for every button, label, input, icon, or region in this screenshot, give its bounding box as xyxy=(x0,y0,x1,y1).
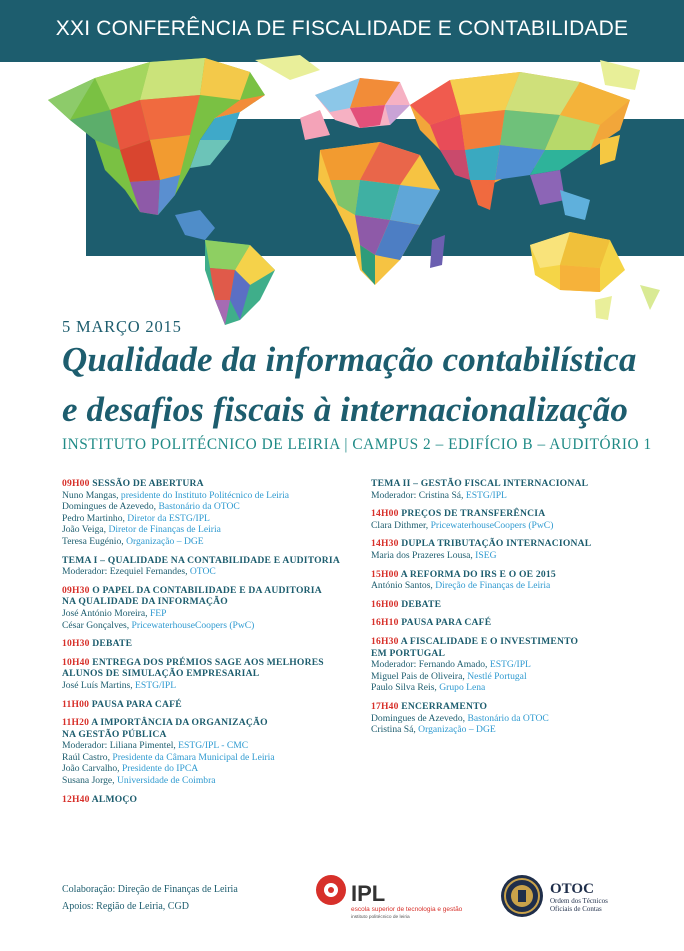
speaker-name: Moderador: Ezequiel Fernandes, xyxy=(62,566,190,578)
speaker-name: Pedro Martinho, xyxy=(62,512,128,524)
program-item xyxy=(371,636,671,694)
speaker-name: Domingues de Azevedo, xyxy=(371,712,468,724)
program-item xyxy=(62,717,362,787)
program-item-title-text: TEMA II – GESTÃO FISCAL INTERNACIONAL xyxy=(371,478,589,489)
ipl-logo-text: IPL xyxy=(351,881,386,906)
program-item-title-text: ENCERRAMENTO xyxy=(401,700,488,712)
headline-line-1: Qualidade da informação contabilística xyxy=(62,340,637,379)
asia-region xyxy=(410,60,640,220)
speaker-role: Bastonário da OTOC xyxy=(158,501,240,513)
speaker-name: Moderador: Fernando Amado, xyxy=(371,659,490,671)
program-item-title xyxy=(62,717,362,729)
program-item xyxy=(371,701,671,736)
speaker-role: ESTG/IPL xyxy=(489,659,531,671)
program-item-title xyxy=(62,585,362,597)
program-item-time: 16H00 xyxy=(371,598,399,610)
program-item xyxy=(371,599,671,611)
speaker-name: João Carvalho, xyxy=(62,763,122,775)
program-item-title xyxy=(62,555,362,567)
speaker-row xyxy=(371,490,671,502)
speaker-row xyxy=(62,490,362,502)
speaker-role: Diretor de Finanças de Leiria xyxy=(108,524,221,536)
program-item-time: 14H30 xyxy=(371,538,399,550)
program-item-time: 11H20 xyxy=(62,717,90,729)
program-item-title xyxy=(371,617,671,629)
program-item-title-text: DEBATE xyxy=(92,638,133,650)
speaker-name: Moderador: Liliana Pimentel, xyxy=(62,740,179,752)
program-item-title xyxy=(371,599,671,611)
program-item xyxy=(62,478,362,548)
ipl-logo-subtitle-1: escola superior de tecnologia e gestão xyxy=(351,906,463,913)
speaker-name: José António Moreira, xyxy=(62,607,150,619)
speaker-role: ESTG/IPL xyxy=(135,679,177,691)
program-item-title-text: DEBATE xyxy=(401,598,442,610)
speaker-row xyxy=(371,682,671,694)
speaker-role: Nestlé Portugal xyxy=(467,670,527,682)
africa-region xyxy=(318,142,445,285)
speaker-row xyxy=(371,724,671,736)
program-item-title-text: PAUSA PARA CAFÉ xyxy=(91,698,182,710)
program-item-title-text: TEMA I – QUALIDADE NA CONTABILIDADE E AUDITORIA xyxy=(62,554,340,566)
program-item-title xyxy=(62,794,362,806)
program-column-right xyxy=(371,478,671,743)
conference-title: XXI CONFERÊNCIA DE FISCALIDADE E CONTABILIDADE xyxy=(55,17,629,40)
ipl-logo-subtitle-2: instituto politécnico de leiria xyxy=(351,915,410,920)
speaker-row xyxy=(62,536,362,548)
program-item-time: 12H40 xyxy=(62,793,90,805)
speaker-role: ESTG/IPL - CMC xyxy=(178,740,249,752)
speaker-role: Presidente do IPCA xyxy=(121,763,199,775)
program-item-title-text: A REFORMA DO IRS E O OE 2015 xyxy=(400,568,556,580)
europe-region xyxy=(300,78,410,140)
program-item-title xyxy=(62,638,362,650)
speaker-name: Miguel Pais de Oliveira, xyxy=(371,670,468,682)
speaker-row xyxy=(371,713,671,725)
speaker-row xyxy=(62,524,362,536)
otoc-logo xyxy=(500,868,650,924)
speaker-row xyxy=(371,671,671,683)
program-item-title xyxy=(62,668,362,680)
ipl-logo xyxy=(313,870,488,922)
south-america-region xyxy=(175,210,275,325)
venue-line: INSTITUTO POLITÉCNICO DE LEIRIA | CAMPUS 2 – EDIFÍCIO B – AUDITÓRIO 1 xyxy=(62,436,652,453)
speaker-row xyxy=(62,740,362,752)
event-date: 5 MARÇO 2015 xyxy=(62,317,182,336)
program-item-title xyxy=(371,538,671,550)
program-item xyxy=(62,585,362,631)
speaker-row xyxy=(62,620,362,632)
support-text: Apoios: Região de Leiria, CGD xyxy=(62,901,189,912)
north-america-region xyxy=(48,55,320,215)
program-item-title-text: NA QUALIDADE DA INFORMAÇÃO xyxy=(62,596,228,608)
speaker-role: Bastonário da OTOC xyxy=(467,712,549,724)
program-item-time: 16H10 xyxy=(371,617,399,629)
program-item xyxy=(62,699,362,711)
speaker-row xyxy=(62,752,362,764)
program-item-title-text: A IMPORTÂNCIA DA ORGANIZAÇÃO xyxy=(91,717,268,729)
program-item-time: 17H40 xyxy=(371,700,399,712)
speaker-row xyxy=(62,513,362,525)
speaker-name: César Gonçalves, xyxy=(62,619,132,631)
program-item xyxy=(371,478,671,501)
speaker-name: Nuno Mangas, xyxy=(62,489,121,501)
speaker-role: Presidente da Câmara Municipal de Leiria xyxy=(112,751,275,763)
speaker-role: Organização – DGE xyxy=(418,724,496,736)
speaker-role: FEP xyxy=(149,607,167,619)
program-item-time: 09H30 xyxy=(62,584,90,596)
program-item-title xyxy=(371,569,671,581)
program-item xyxy=(62,638,362,650)
program-item-title xyxy=(62,729,362,741)
program-item-title xyxy=(371,636,671,648)
speaker-name: Maria dos Prazeres Lousa, xyxy=(371,549,476,561)
speaker-row xyxy=(62,680,362,692)
program-item-title xyxy=(371,478,671,490)
program-item-title xyxy=(371,701,671,713)
speaker-role: Universidade de Coimbra xyxy=(116,775,216,787)
program-item-title-text: DUPLA TRIBUTAÇÃO INTERNACIONAL xyxy=(401,538,592,550)
speaker-role: ISEG xyxy=(475,549,497,561)
speaker-name: Raúl Castro, xyxy=(62,751,113,763)
speaker-name: Susana Jorge, xyxy=(62,775,117,787)
program-item-title xyxy=(62,657,362,669)
program-item-title-text: NA GESTÃO PÚBLICA xyxy=(62,728,167,740)
speaker-name: Clara Dithmer, xyxy=(371,519,431,531)
program-item-title xyxy=(371,508,671,520)
program-item-title xyxy=(62,699,362,711)
speaker-name: António Santos, xyxy=(371,580,436,592)
program-item xyxy=(371,538,671,561)
speaker-row xyxy=(62,566,362,578)
speaker-row xyxy=(62,501,362,513)
program-item-title xyxy=(62,596,362,608)
speaker-name: Paulo Silva Reis, xyxy=(371,682,440,694)
program-item-title-text: O PAPEL DA CONTABILIDADE E DA AUDITORIA xyxy=(92,584,322,596)
speaker-role: PricewaterhouseCoopers (PwC) xyxy=(131,619,255,631)
program-item xyxy=(62,657,362,692)
speaker-role: ESTG/IPL xyxy=(465,489,507,501)
program-item-title-text: PAUSA PARA CAFÉ xyxy=(401,617,492,629)
program-item-time: 16H30 xyxy=(371,635,399,647)
program-item xyxy=(371,508,671,531)
speaker-row xyxy=(371,550,671,562)
program-item-title xyxy=(371,648,671,660)
otoc-logo-subtitle-1: Ordem dos Técnicos xyxy=(550,897,608,905)
program-item-time: 14H00 xyxy=(371,508,399,520)
otoc-logo-subtitle-2: Oficiais de Contas xyxy=(550,905,602,913)
speaker-name: João Veiga, xyxy=(62,524,109,536)
speaker-row xyxy=(62,775,362,787)
speaker-role: PricewaterhouseCoopers (PwC) xyxy=(430,519,554,531)
program-item xyxy=(371,617,671,629)
program-item-time: 10H40 xyxy=(62,656,90,668)
title-banner xyxy=(0,0,684,62)
oceania-region xyxy=(530,232,660,320)
world-map-illustration xyxy=(0,55,684,335)
speaker-row xyxy=(371,580,671,592)
program-item-title-text: ENTREGA DOS PRÉMIOS SAGE AOS MELHORES xyxy=(92,656,324,668)
speaker-role: presidente do Instituto Politécnico de Leiria xyxy=(120,489,290,501)
speaker-name: Cristina Sá, xyxy=(371,724,419,736)
speaker-role: OTOC xyxy=(189,566,216,578)
speaker-name: Teresa Eugénio, xyxy=(62,535,127,547)
program-item-time: 11H00 xyxy=(62,698,90,710)
program-item-time: 10H30 xyxy=(62,638,90,650)
speaker-role: Diretor da ESTG/IPL xyxy=(127,512,210,524)
program-item-title-text: A FISCALIDADE E O INVESTIMENTO xyxy=(400,635,579,647)
speaker-role: Direção de Finanças de Leiria xyxy=(435,580,551,592)
speaker-role: Organização – DGE xyxy=(126,535,204,547)
program-item xyxy=(371,569,671,592)
speaker-row xyxy=(371,520,671,532)
otoc-logo-text: OTOC xyxy=(550,881,594,897)
program-item-title xyxy=(62,478,362,490)
program-item-time: 09H00 xyxy=(62,478,90,489)
program-item xyxy=(62,555,362,578)
program-item xyxy=(62,794,362,806)
program-item-title-text: ALUNOS DE SIMULAÇÃO EMPRESARIAL xyxy=(62,668,260,680)
program-item-title-text: PREÇOS DE TRANSFERÊNCIA xyxy=(401,508,546,520)
speaker-row xyxy=(62,763,362,775)
program-column-left xyxy=(62,478,362,812)
speaker-row xyxy=(62,608,362,620)
speaker-name: José Luís Martins, xyxy=(62,679,136,691)
program-item-time: 15H00 xyxy=(371,568,399,580)
speaker-name: Moderador: Cristina Sá, xyxy=(371,489,466,501)
speaker-role: Grupo Lena xyxy=(439,682,486,694)
speaker-name: Domingues de Azevedo, xyxy=(62,501,159,513)
program-item-title-text: SESSÃO DE ABERTURA xyxy=(92,478,204,489)
program-item-title-text: EM PORTUGAL xyxy=(371,647,446,659)
headline-line-2: e desafios fiscais à internacionalização xyxy=(62,390,628,429)
program-item-title-text: ALMOÇO xyxy=(91,793,138,805)
speaker-row xyxy=(371,659,671,671)
collaboration-text: Colaboração: Direção de Finanças de Leiria xyxy=(62,884,238,895)
